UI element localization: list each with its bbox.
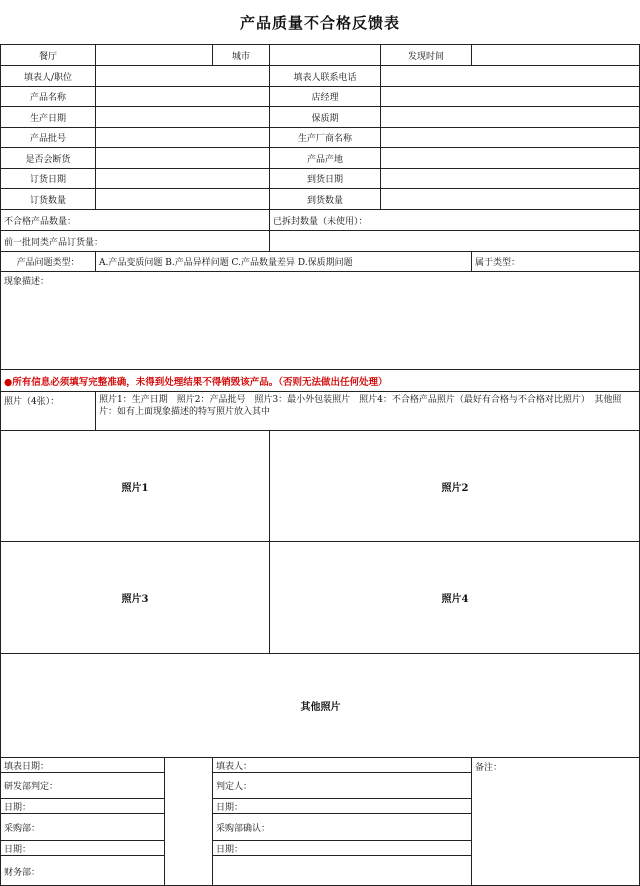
- warning-note: ●所有信息必须填写完整准确，未得到处理结果不得销毁该产品。（否则无法做出任何处理）: [0, 369, 640, 391]
- purchasing-field[interactable]: 采购部：: [0, 813, 164, 840]
- info-left-field[interactable]: [95, 168, 269, 188]
- info-left-field[interactable]: [95, 106, 269, 127]
- info-left-label: 是否会断货: [0, 147, 95, 168]
- info-left-label: 订货日期: [0, 168, 95, 188]
- city-label: 城市: [212, 44, 269, 65]
- photos-label: 照片（4张）：: [0, 391, 95, 430]
- fill-date-field[interactable]: 填表日期：: [0, 757, 164, 772]
- info-right-label: 保质期: [269, 106, 380, 127]
- other-photos-slot[interactable]: 其他照片: [0, 653, 640, 757]
- finance-blank: [212, 855, 471, 886]
- prev-batch-blank: [269, 230, 640, 251]
- info-right-field[interactable]: [380, 188, 640, 209]
- info-left-label: 产品批号: [0, 127, 95, 147]
- info-right-label: 填表人联系电话: [269, 65, 380, 86]
- info-left-label: 生产日期: [0, 106, 95, 127]
- unsealed-qty-field[interactable]: 已拆封数量（未使用）：: [269, 209, 640, 230]
- photo-3-slot[interactable]: 照片3: [0, 541, 269, 653]
- info-left-field[interactable]: [95, 86, 269, 106]
- city-field[interactable]: [269, 44, 380, 65]
- info-right-label: 生产厂商名称: [269, 127, 380, 147]
- date-field[interactable]: 日期：: [0, 798, 164, 813]
- info-right-label: 产品产地: [269, 147, 380, 168]
- info-left-field[interactable]: [95, 65, 269, 86]
- date-field[interactable]: 日期：: [212, 798, 471, 813]
- info-left-label: 填表人/职位: [0, 65, 95, 86]
- info-right-field[interactable]: [380, 65, 640, 86]
- problem-type-label: 产品问题类型：: [0, 251, 95, 271]
- info-right-label: 店经理: [269, 86, 380, 106]
- info-left-field[interactable]: [95, 188, 269, 209]
- info-right-label: 到货数量: [269, 188, 380, 209]
- rd-judgement-field[interactable]: 研发部判定：: [0, 772, 164, 798]
- info-right-field[interactable]: [380, 127, 640, 147]
- info-right-field[interactable]: [380, 147, 640, 168]
- photo-2-slot[interactable]: 照片2: [269, 430, 640, 541]
- description-field[interactable]: 现象描述：: [0, 271, 640, 369]
- found-time-label: 发现时间: [380, 44, 471, 65]
- restaurant-label: 餐厅: [0, 44, 95, 65]
- defective-qty-field[interactable]: 不合格产品数量：: [0, 209, 269, 230]
- page-title: 产品质量不合格反馈表: [239, 13, 400, 32]
- info-left-label: 产品名称: [0, 86, 95, 106]
- belongs-type-field[interactable]: 属于类型：: [471, 251, 640, 271]
- finance-field[interactable]: 财务部：: [0, 855, 164, 886]
- photo-4-slot[interactable]: 照片4: [269, 541, 640, 653]
- date-field[interactable]: 日期：: [212, 840, 471, 855]
- restaurant-field[interactable]: [95, 44, 212, 65]
- info-left-field[interactable]: [95, 127, 269, 147]
- judge-field[interactable]: 判定人：: [212, 772, 471, 798]
- found-time-field[interactable]: [471, 44, 640, 65]
- info-right-field[interactable]: [380, 86, 640, 106]
- info-left-label: 订货数量: [0, 188, 95, 209]
- photo-1-slot[interactable]: 照片1: [0, 430, 269, 541]
- prev-batch-qty-field[interactable]: 前一批同类产品订货量：: [0, 230, 269, 251]
- footer-spacer: [164, 757, 212, 886]
- info-left-field[interactable]: [95, 147, 269, 168]
- info-right-field[interactable]: [380, 168, 640, 188]
- remark-field[interactable]: 备注：: [471, 757, 640, 886]
- problem-type-options: A.产品变质问题 B.产品异样问题 C.产品数量差异 D.保质期问题: [95, 251, 471, 271]
- info-right-field[interactable]: [380, 106, 640, 127]
- purchasing-confirm-field[interactable]: 采购部确认：: [212, 813, 471, 840]
- info-right-label: 到货日期: [269, 168, 380, 188]
- photos-instructions: 照片1：生产日期 照片2：产品批号 照片3：最小外包装照片 照片4：不合格产品照片（最好有合格与不合格对比照片） 其他照片：如有上面现象描述的特写照片放入其中: [95, 391, 640, 430]
- date-field[interactable]: 日期：: [0, 840, 164, 855]
- filler-field[interactable]: 填表人：: [212, 757, 471, 772]
